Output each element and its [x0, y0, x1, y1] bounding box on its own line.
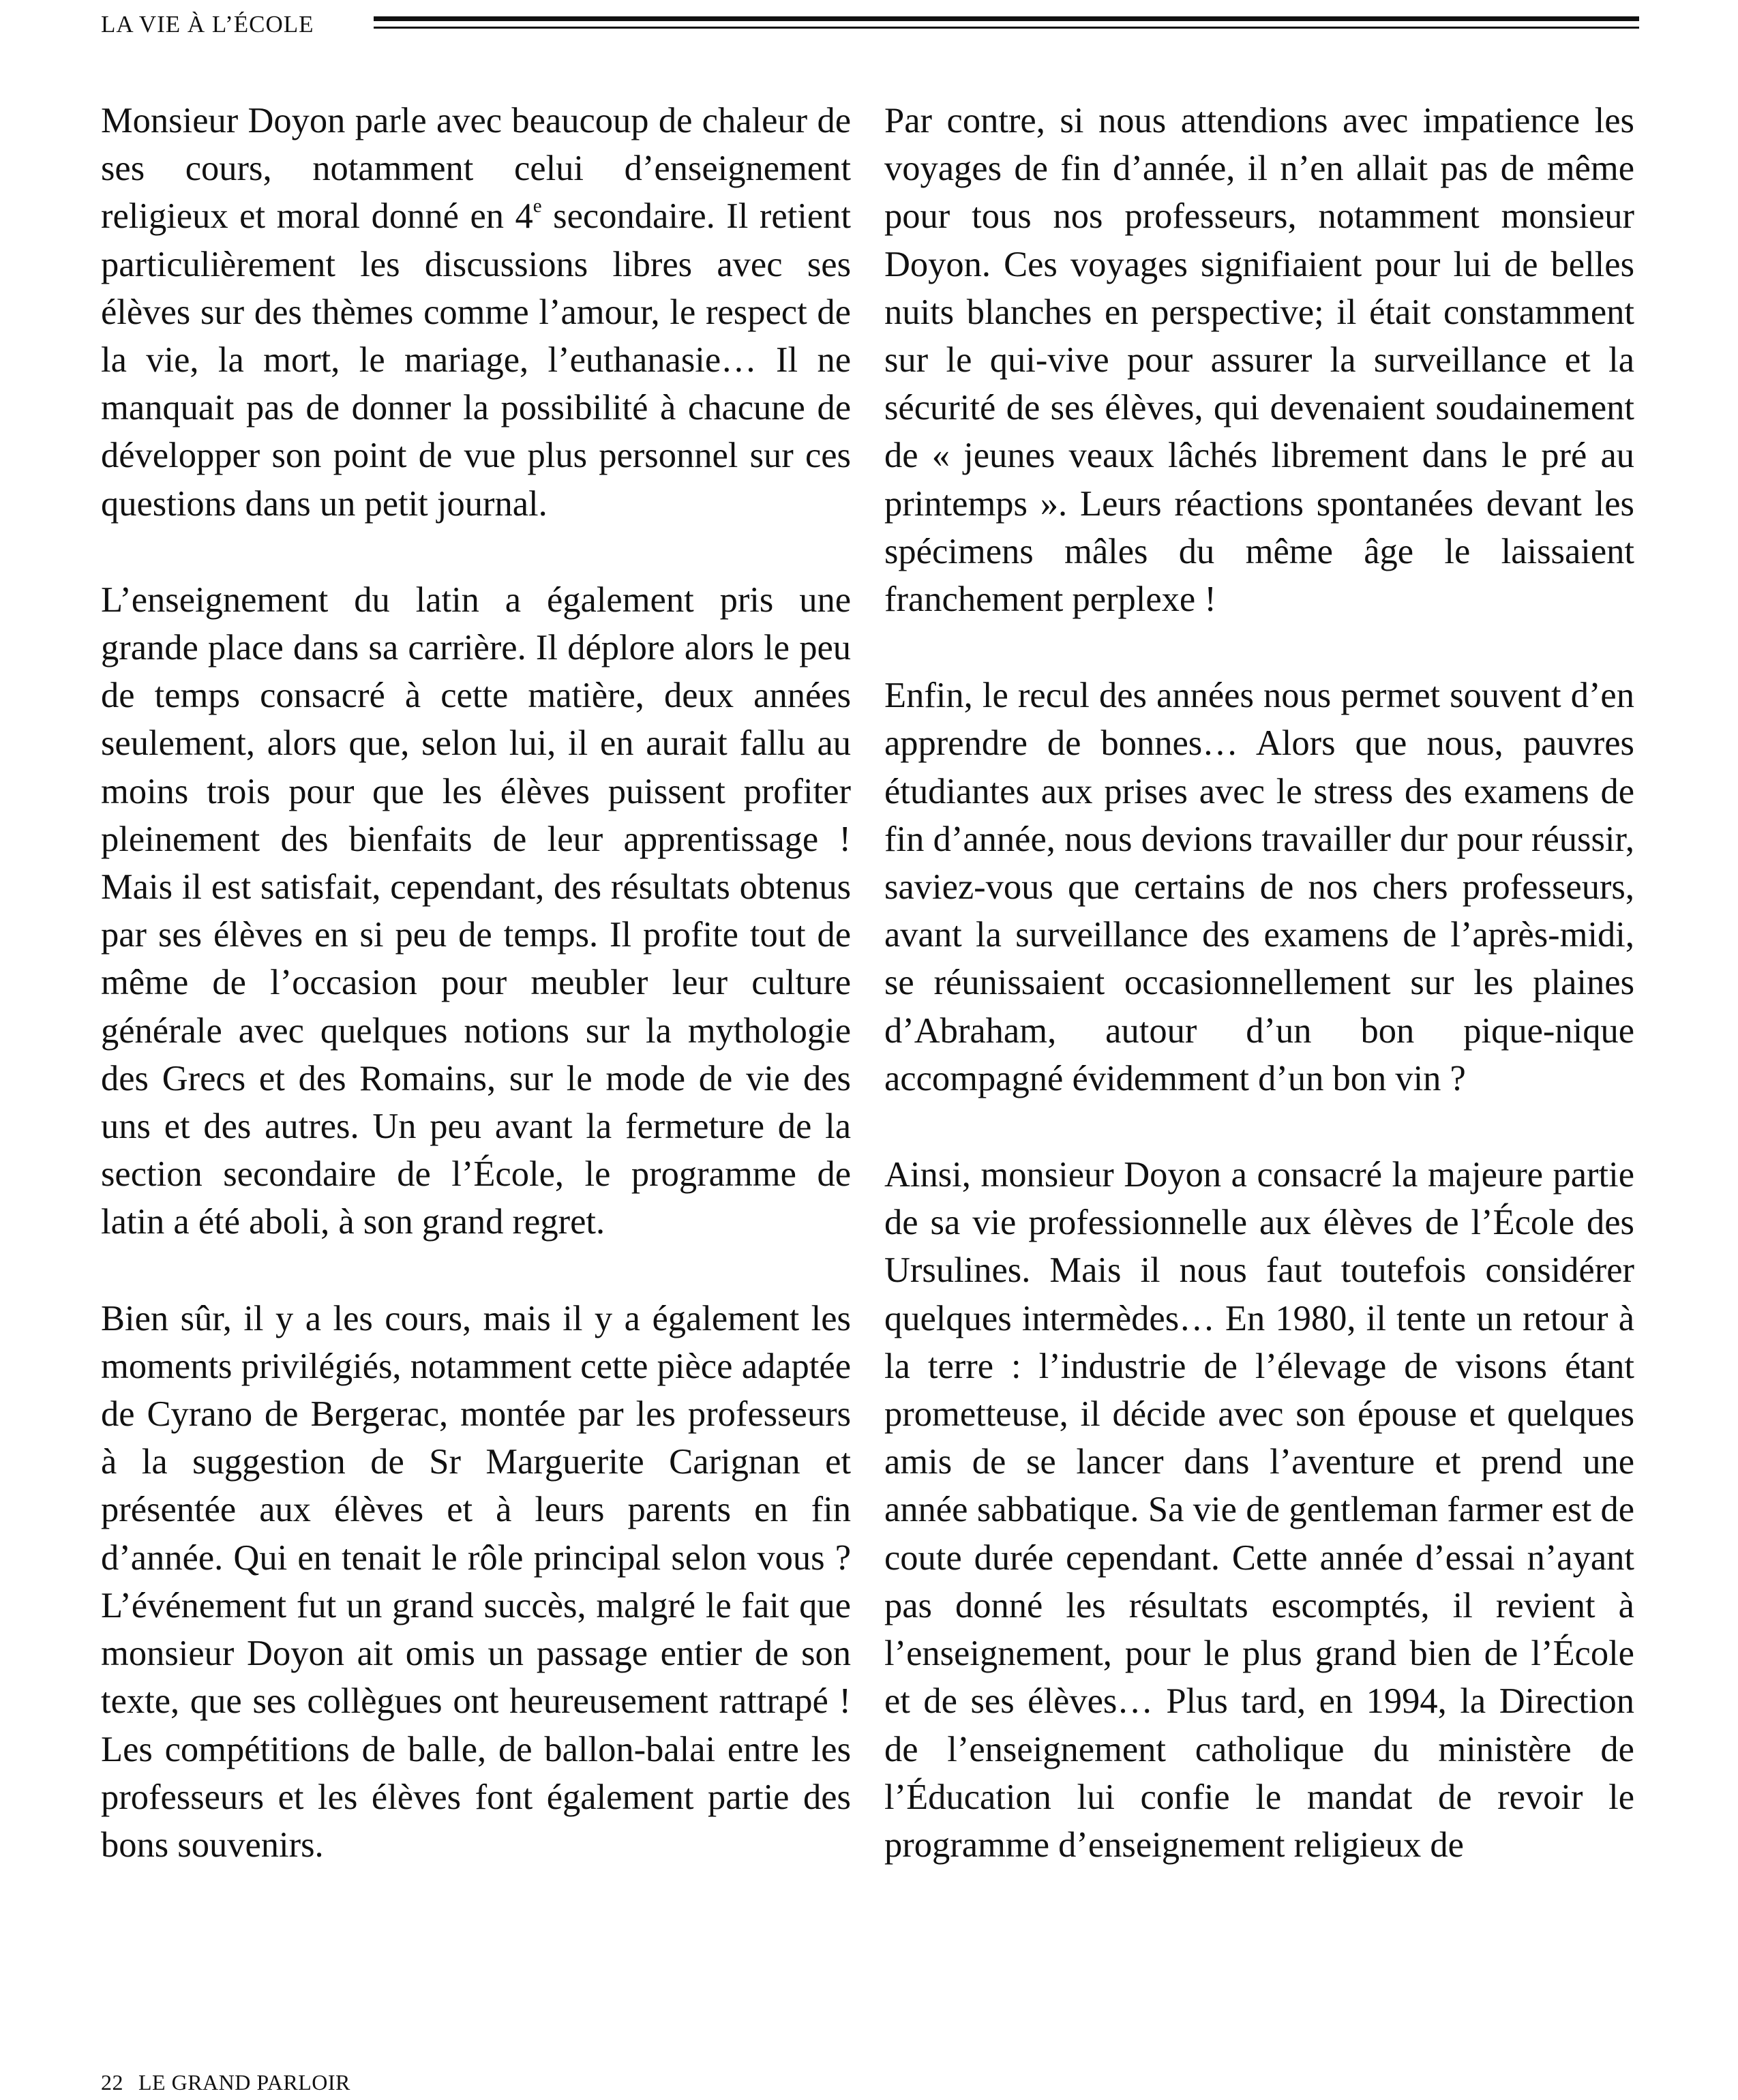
page-number: 22	[101, 2070, 123, 2095]
publication-name: LE GRAND PARLOIR	[138, 2070, 350, 2095]
right-paragraph-2: Enfin, le recul des années nous permet souvent d’en apprendre de bonnes… Alors que nous, pauvres étudiantes aux prises avec le stress des examens de fin d’année, nous devions travailler dur pour réussir, saviez-vous que certains de nos chers professeurs, avant la surveillance des examens de l’après-midi, se réunissaient occasionnellement sur les plaines d’Abraham, autour d’un bon pique-nique accompagné évidemment d’un bon vin ?	[884, 676, 1634, 1098]
left-column	[101, 97, 851, 1869]
left-paragraph-1-text-b: secondaire. Il retient particulièrement les discussions libres avec ses élèves sur des thèmes comme l’amour, le respect de la vie, la mort, le mariage, l’euthanasie… Il ne manquait pas de donner la possibilité à chacune de développer son point de vue plus personnel sur ces questions dans un petit journal.	[101, 196, 852, 524]
right-paragraph-3: Ainsi, monsieur Doyon a consacré la majeure partie de sa vie professionnelle aux élèves de l’École des Ursulines. Mais il nous faut toutefois considérer quelques intermèdes… En 1980, il tente un retour à la terre : l’industrie de l’élevage de visons étant prometteuse, il décide avec son épouse et quelques amis de se lancer dans l’aventure et prend une année sabbatique. Sa vie de gentleman farmer est de coute durée cependant. Cette année d’essai n’ayant pas donné les résultats escomptés, il revient à l’enseignement, pour le plus grand bien de l’École et de ses élèves… Plus tard, en 1994, la Direction de l’enseignement catholique du ministère de l’Éducation lui confie le mandat de revoir le programme d’enseignement religieux de	[884, 1155, 1634, 1865]
left-paragraph-1	[101, 97, 851, 528]
ordinal-superscript: e	[533, 195, 542, 217]
header-double-rule	[374, 16, 1639, 29]
section-header-title: LA VIE À L’ÉCOLE	[101, 11, 314, 38]
left-paragraph-2: L’enseignement du latin a également pris une grande place dans sa carrière. Il déplore alors le peu de temps consacré à cette matière, deux années seulement, alors que, selon lui, il en aurait fallu au moins trois pour que les élèves puissent profiter pleinement des bienfaits de leur apprentissage ! Mais il est satisfait, cependant, des résultats obtenus par ses élèves en si peu de temps. Il profite tout de même de l’occasion pour meubler leur culture générale avec quelques notions sur la mythologie des Grecs et des Romains, sur le mode de vie des uns et des autres. Un peu avant la fermeture de la section secondaire de l’École, le programme de latin a été aboli, à son grand regret.	[101, 580, 851, 1242]
page-footer	[101, 2069, 350, 2096]
right-paragraph-1: Par contre, si nous attendions avec impatience les voyages de fin d’année, il n’en allait pas de même pour tous nos professeurs, notamment monsieur Doyon. Ces voyages signifiaient pour lui de belles nuits blanches en perspective; il était constamment sur le qui-vive pour assurer la surveillance et la sécurité de ses élèves, qui devenaient soudainement de « jeunes veaux lâchés librement dans le pré au printemps ». Leurs réactions spontanées devant les spécimens mâles du même âge le laissaient franchement perplexe !	[884, 101, 1634, 620]
left-paragraph-1-text-a: Monsieur Doyon parle avec beaucoup de chaleur de ses cours, notamment celui d’enseignement religieux et moral donné en 4	[101, 101, 851, 237]
left-paragraph-3: Bien sûr, il y a les cours, mais il y a également les moments privilégiés, notamment cette pièce adaptée de Cyrano de Bergerac, montée par les professeurs à la suggestion de Sr Marguerite Carignan et présentée aux élèves et à leurs parents en fin d’année. Qui en tenait le rôle principal selon vous ? L’événement fut un grand succès, malgré le fait que monsieur Doyon ait omis un passage entier de son texte, que ses collègues ont heureusement rattrapé ! Les compétitions de balle, de ballon-balai entre les professeurs et les élèves font également partie des bons souvenirs.	[101, 1298, 851, 1865]
right-column	[884, 97, 1634, 1869]
